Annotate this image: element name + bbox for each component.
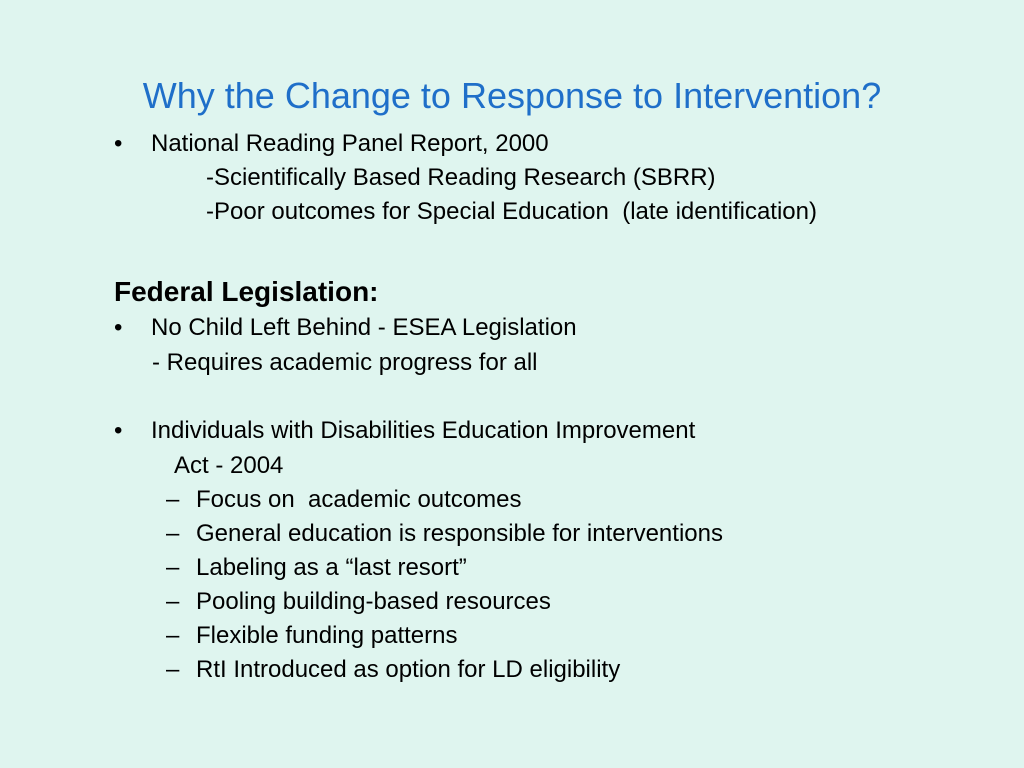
bullet-icon: • <box>114 314 123 341</box>
dash-icon: – <box>166 656 180 683</box>
dash-icon: – <box>166 520 180 547</box>
sub-item-academic-progress: - Requires academic progress for all <box>152 349 538 376</box>
bullet-national-reading-panel: National Reading Panel Report, 2000 <box>151 130 549 157</box>
bullet-nclb: No Child Left Behind - ESEA Legislation <box>151 314 577 341</box>
dash-item-labeling: Labeling as a “last resort” <box>196 554 467 581</box>
bullet-icon: • <box>114 130 123 157</box>
bullet-idea-line2: Act - 2004 <box>174 452 284 479</box>
dash-icon: – <box>166 588 180 615</box>
sub-item-poor-outcomes: -Poor outcomes for Special Education (late identification) <box>206 198 817 225</box>
dash-item-focus: Focus on academic outcomes <box>196 486 522 513</box>
dash-item-flexible-funding: Flexible funding patterns <box>196 622 458 649</box>
sub-item-sbrr: -Scientifically Based Reading Research (SBRR) <box>206 164 716 191</box>
dash-icon: – <box>166 554 180 581</box>
dash-icon: – <box>166 486 180 513</box>
dash-item-general-education: General education is responsible for interventions <box>196 520 723 547</box>
federal-legislation-heading: Federal Legislation: <box>114 276 379 307</box>
bullet-idea-line1: Individuals with Disabilities Education Improvement <box>151 417 696 444</box>
slide-title: Why the Change to Response to Intervention? <box>142 75 882 116</box>
dash-item-pooling: Pooling building-based resources <box>196 588 551 615</box>
bullet-icon: • <box>114 417 123 444</box>
dash-icon: – <box>166 622 180 649</box>
dash-item-rti: RtI Introduced as option for LD eligibility <box>196 656 621 683</box>
